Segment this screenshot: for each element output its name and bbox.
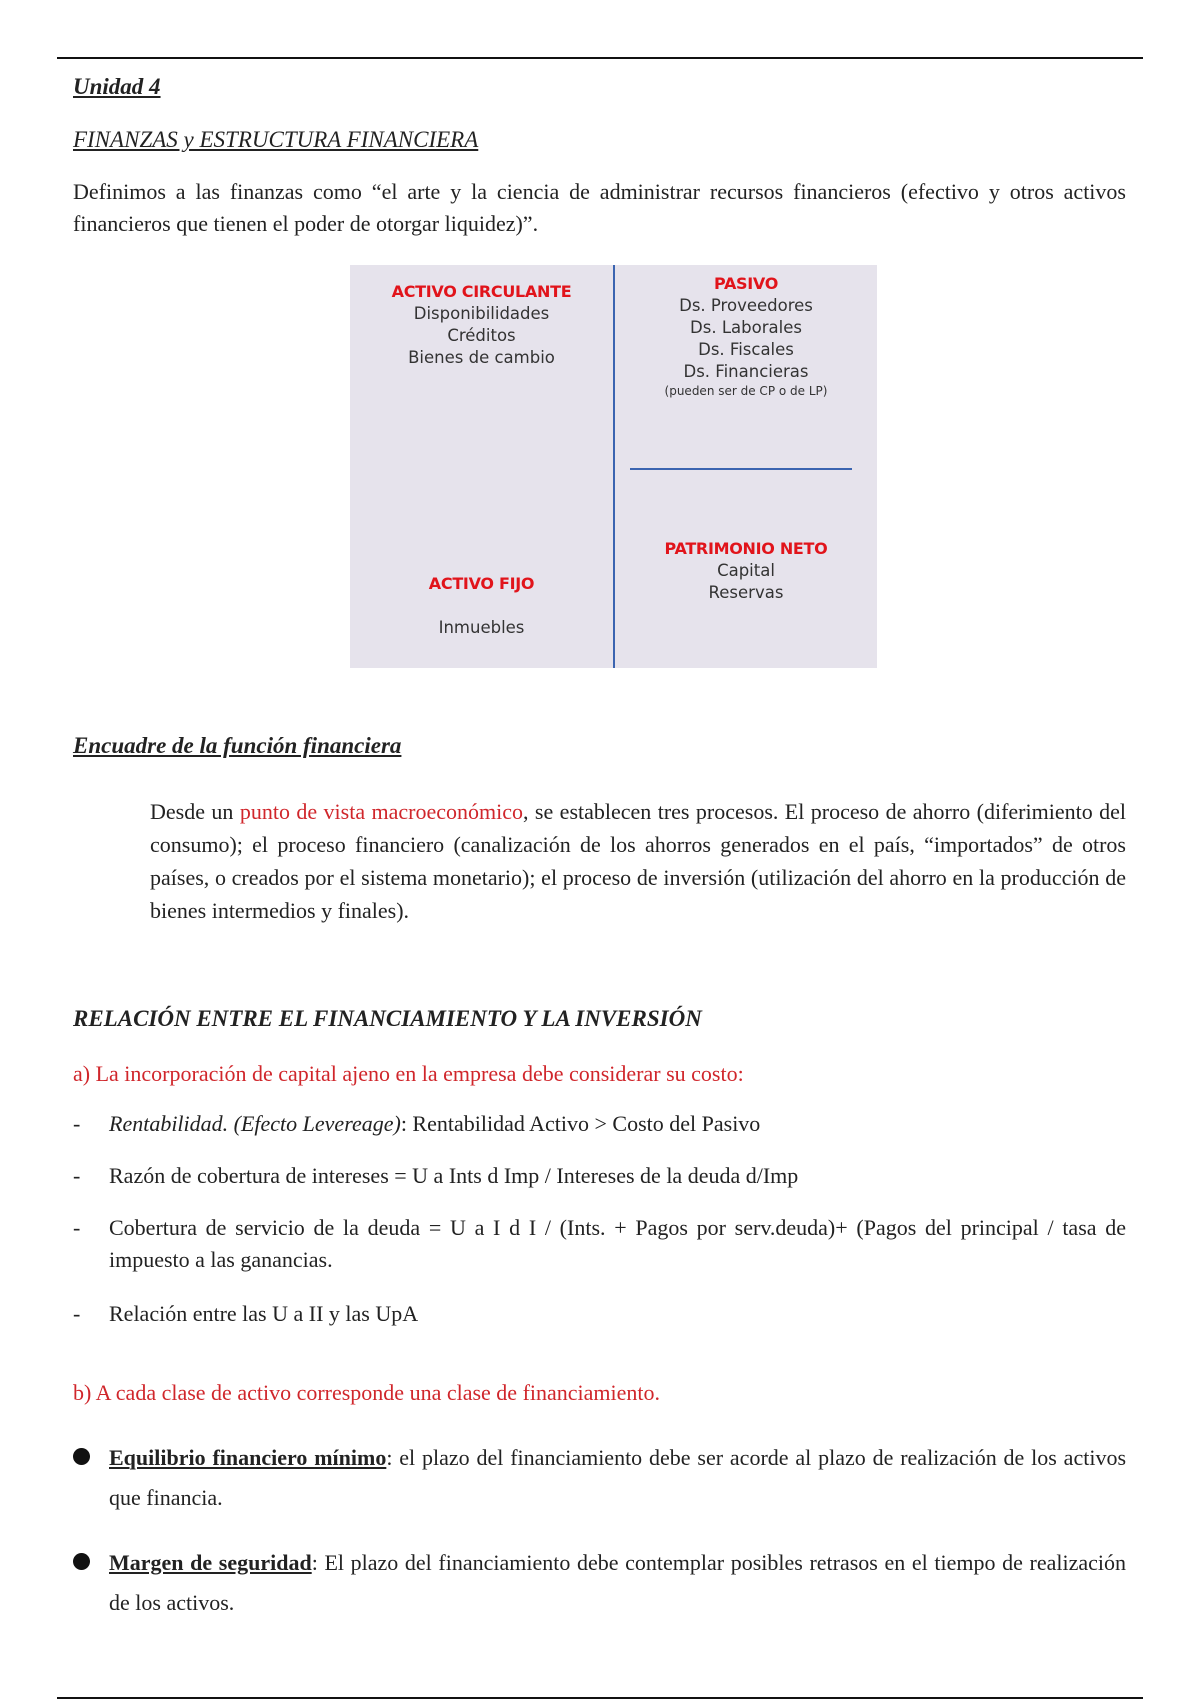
- section-title: [73, 127, 478, 153]
- list-item-text: Relación entre las U a II y las UpA: [109, 1301, 419, 1326]
- activo-circulante-item: Bienes de cambio: [408, 348, 555, 367]
- bullet-term: Equilibrio financiero mínimo: [109, 1445, 387, 1470]
- bullet-item: [73, 1438, 1126, 1518]
- balance-sheet-diagram: [350, 265, 877, 668]
- bullet-body: : El plazo del financiamiento debe contemplar posibles retrasos en el tiempo de realización de los activos.: [109, 1550, 1126, 1615]
- dash-marker: -: [73, 1215, 81, 1240]
- activo-circulante-item: Créditos: [447, 326, 516, 345]
- dash-marker: -: [73, 1301, 81, 1326]
- activo-circulante-block: [350, 281, 613, 369]
- activo-fijo-label: ACTIVO FIJO: [428, 574, 535, 593]
- encuadre-paragraph: [150, 795, 1126, 927]
- list-item: [73, 1298, 1126, 1330]
- section-title-text: FINANZAS y ESTRUCTURA FINANCIERA: [73, 127, 479, 152]
- patrimonio-neto-block: [615, 538, 877, 604]
- list-item: [73, 1212, 1126, 1276]
- list-item-text: Cobertura de servicio de la deuda = U a I d I / (Ints. + Pagos por serv.deuda)+ (Pagos del principal / tasa de impuesto a las ganancias.: [109, 1215, 1126, 1272]
- patrimonio-neto-item: Reservas: [708, 583, 784, 602]
- encuadre-text-after: , se establecen tres procesos. El proceso de ahorro (diferimiento del consumo); el proceso financiero (canalización de los ahorros generados en el país, “importados” de otros países, o creados por el sistema monetario); el proceso de inversión (utilización del ahorro en la producción de bienes intermedios y finales).: [150, 799, 1126, 923]
- encuadre-text-before: Desde un: [150, 799, 240, 824]
- list-item-text: [109, 1108, 1126, 1140]
- encuadre-highlight: punto de vista macroeconómico: [239, 799, 524, 824]
- bullet-body: : el plazo del financiamiento debe ser acorde al plazo de realización de los activos que financia.: [109, 1445, 1127, 1510]
- unit-title: Unidad 4: [73, 74, 161, 99]
- relacion-title: RELACIÓN ENTRE EL FINANCIAMIENTO Y LA INVERSIÓN: [73, 1006, 702, 1031]
- activo-fijo-block: [350, 573, 613, 639]
- pasivo-label: PASIVO: [713, 274, 779, 293]
- bullet-dot-icon: [73, 1553, 90, 1570]
- point-b: b) A cada clase de activo corresponde una clase de financiamiento.: [73, 1380, 661, 1405]
- pasivo-item: Ds. Financieras: [683, 362, 809, 381]
- definition-paragraph: Definimos a las finanzas como “el arte y la ciencia de administrar recursos financieros (efectivo y otros activos financieros que tienen el poder de otorgar liquidez)”.: [73, 179, 1126, 236]
- activo-circulante-item: Disponibilidades: [413, 304, 550, 323]
- activo-fijo-item: Inmuebles: [438, 618, 525, 637]
- top-rule: [57, 57, 1143, 59]
- list-item: [73, 1160, 1126, 1192]
- pasivo-item: Ds. Proveedores: [679, 296, 813, 315]
- list-item-body: : Rentabilidad Activo > Costo del Pasivo: [400, 1111, 761, 1136]
- patrimonio-neto-item: Capital: [717, 561, 775, 580]
- bullet-term: Margen de seguridad: [109, 1550, 312, 1575]
- activo-circulante-label: ACTIVO CIRCULANTE: [391, 282, 572, 301]
- dash-marker: -: [73, 1163, 81, 1188]
- diagram-horizontal-divider: [630, 468, 852, 470]
- bullet-item-text: [109, 1438, 1126, 1518]
- patrimonio-neto-label: PATRIMONIO NETO: [664, 539, 828, 558]
- list-item: [73, 1108, 1126, 1140]
- pasivo-block: [615, 273, 877, 399]
- pasivo-item: Ds. Fiscales: [698, 340, 794, 359]
- point-a: a) La incorporación de capital ajeno en la empresa debe considerar su costo:: [73, 1061, 744, 1086]
- bottom-rule: [57, 1697, 1143, 1699]
- pasivo-item: Ds. Laborales: [690, 318, 802, 337]
- bullet-item-text: [109, 1543, 1126, 1623]
- list-item-italic: Rentabilidad. (Efecto Levereage): [109, 1111, 401, 1136]
- bullet-dot-icon: [73, 1448, 90, 1465]
- dash-marker: -: [73, 1111, 81, 1136]
- list-item-text: Razón de cobertura de intereses = U a Ints d Imp / Intereses de la deuda d/Imp: [109, 1163, 799, 1188]
- pasivo-note: (pueden ser de CP o de LP): [664, 384, 828, 398]
- bullet-item: [73, 1543, 1126, 1623]
- encuadre-title: Encuadre de la función financiera: [73, 733, 402, 758]
